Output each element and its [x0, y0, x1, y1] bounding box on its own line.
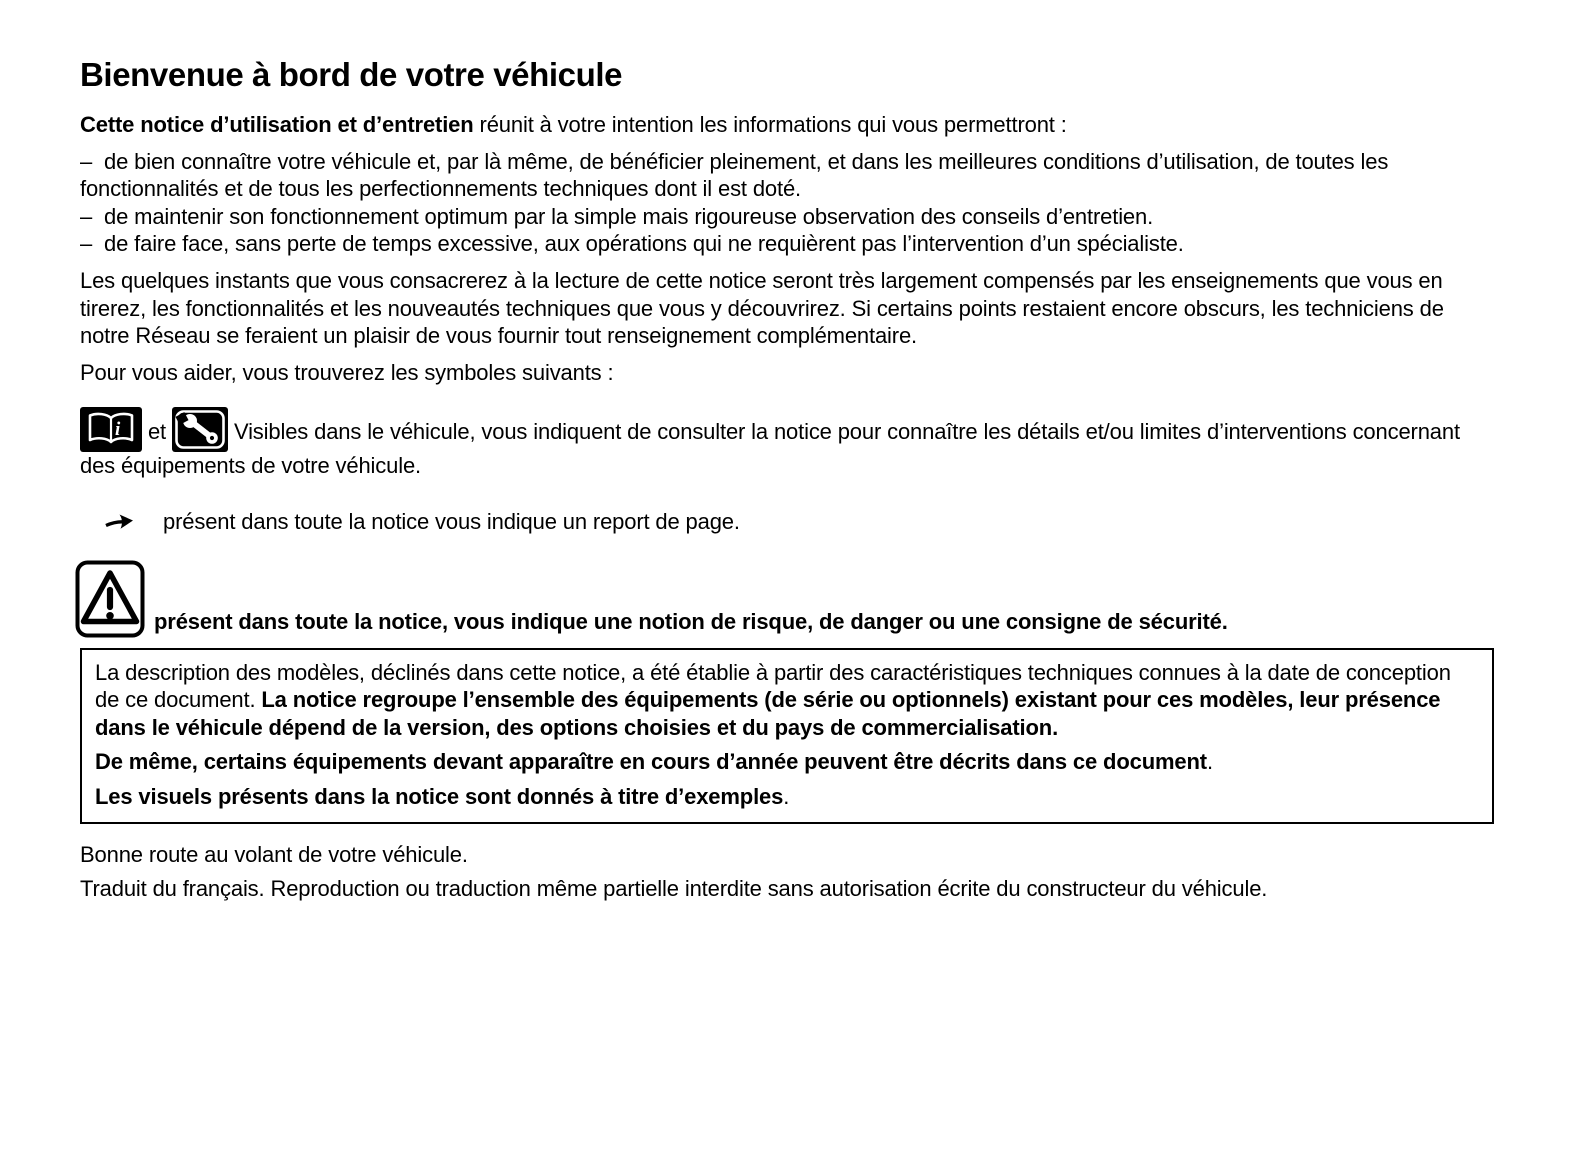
benefits-paragraph: Les quelques instants que vous consacrerez à la lecture de cette notice seront très largement compensés par les enseignements que vous en tirerez, les fonctionnalités et les nouveautés techniques que vous y découvrirez. Si certains points restaient encore obscurs, les techniciens de notre Réseau se feraient un plaisir de vous fournir tout renseignement complémentaire.: [80, 267, 1444, 349]
closing-line: Bonne route au volant de votre véhicule.: [80, 841, 468, 867]
objective-item: – de faire face, sans perte de temps excessive, aux opérations qui ne requièrent pas l’intervention d’un spécialiste.: [80, 231, 1184, 257]
page-reference-text: présent dans toute la notice vous indique un report de page.: [163, 508, 740, 534]
notice-box-paragraph: [95, 659, 1479, 742]
notice-box-p1-bold: La notice regroupe l’ensemble des équipements (de série ou optionnels) existant pour ces modèles, leur présence dans le véhicule dépend de la version, des options choisies et du pays de commercialisation.: [95, 687, 1441, 740]
warning-triangle-icon: [75, 560, 145, 638]
intro-bold-lead: Cette notice d’utilisation et d’entretien: [80, 112, 474, 137]
svg-text:i: i: [115, 419, 121, 441]
symbols-intro: Pour vous aider, vous trouverez les symboles suivants :: [80, 359, 614, 385]
notice-box-p1-regular: La description des modèles, déclinés dans cette notice, a été établie à partir des caractéristiques techniques connues à la date de conception de ce document.: [95, 659, 1451, 713]
objectives-list: [80, 148, 1494, 258]
notice-box-paragraph: [95, 748, 1479, 776]
wrench-icon: [172, 407, 228, 452]
right-arrow-icon: [104, 510, 136, 534]
notice-box-paragraph: [95, 783, 1479, 811]
open-book-info-icon: [80, 407, 142, 452]
page-title: Bienvenue à bord de votre véhicule: [80, 56, 623, 93]
warning-text: présent dans toute la notice, vous indique une notion de risque, de danger ou une consigne de sécurité.: [154, 608, 1228, 634]
vehicle-symbols-paragraph: [80, 407, 1494, 480]
notice-box-p2-suffix: .: [1206, 749, 1213, 775]
symbols-connector: et: [142, 419, 172, 445]
notice-box-p3-bold: Les visuels présents dans la notice sont donnés à titre d’exemples: [95, 783, 784, 809]
page-reference-row: [104, 508, 1494, 536]
notice-box: [80, 648, 1494, 824]
notice-box-p2-bold: De même, certains équipements devant apparaître en cours d’année peuvent être décrits dans ce document: [95, 749, 1207, 775]
intro-paragraph: [80, 111, 1494, 139]
notice-box-p3-suffix: .: [783, 783, 790, 809]
symbols-description: Visibles dans le véhicule, vous indiquent de consulter la notice pour connaître les détails et/ou limites d’interventions concernant des équipements de votre véhicule.: [80, 419, 1460, 479]
objective-item: – de bien connaître votre véhicule et, par là même, de bénéficier pleinement, et dans les meilleures conditions d’utilisation, de toutes les fonctionnalités et de tous les perfectionnements techniques dont il est doté.: [80, 148, 1389, 202]
objective-item: – de maintenir son fonctionnement optimum par la simple mais rigoureuse observation des conseils d’entretien.: [80, 203, 1154, 229]
intro-rest: réunit à votre intention les informations qui vous permettront :: [473, 112, 1067, 137]
copyright-line: Traduit du français. Reproduction ou traduction même partielle interdite sans autorisation écrite du constructeur du véhicule.: [80, 876, 1268, 902]
warning-row: [75, 560, 1494, 638]
